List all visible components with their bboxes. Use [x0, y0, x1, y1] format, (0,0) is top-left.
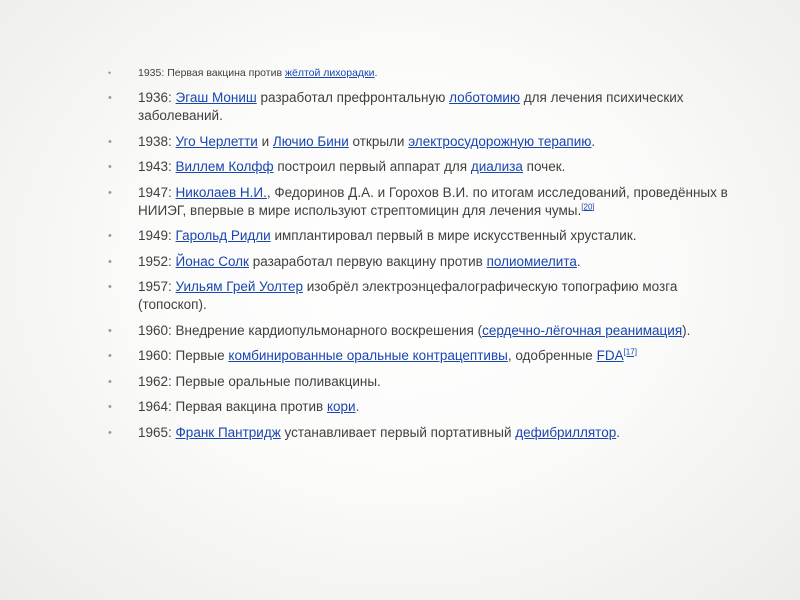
timeline-item-1935 — [108, 66, 728, 80]
link-lobotomy[interactable]: лоботомию — [449, 90, 521, 105]
bullet-icon: • — [108, 92, 112, 104]
item-text: . — [374, 67, 378, 79]
item-text: 1960: Внедрение кардиопульмонарного воскрешения ( — [138, 322, 483, 338]
timeline-item-1949 — [108, 227, 728, 245]
item-text: имплантировал первый в мире искусственный хрусталик. — [270, 228, 637, 243]
bullet-icon: • — [108, 135, 112, 148]
item-text: почек. — [522, 159, 566, 174]
item-text: разаработал первую вакцину против — [248, 253, 487, 269]
item-text: . — [576, 253, 581, 269]
timeline-item-1962 — [108, 373, 728, 391]
link-jonas-salk[interactable]: Йонас Солк — [175, 253, 249, 269]
timeline-item-1957 — [108, 278, 728, 314]
item-text: . — [355, 399, 360, 414]
item-text: 1938: — [138, 133, 176, 149]
item-text: изобрёл электроэнцефалографическую топографию мозга (топоскоп). — [138, 279, 678, 312]
item-text: , одобренные — [507, 348, 597, 363]
timeline-item-1964 — [108, 398, 728, 416]
timeline-item-1965 — [108, 424, 728, 442]
bullet-icon: • — [108, 324, 112, 337]
link-lucio-bini[interactable]: Лючио Бини — [272, 133, 349, 149]
bullet-icon: • — [108, 230, 112, 242]
item-text: устанавливает первый портативный — [280, 424, 516, 440]
item-text: . — [616, 424, 620, 440]
item-text: 1952: — [138, 253, 176, 269]
timeline-item-1936 — [108, 89, 728, 125]
item-text: ). — [682, 322, 691, 338]
link-yellow-fever[interactable]: жёлтой лихорадки — [284, 67, 375, 79]
bullet-icon: • — [108, 401, 112, 413]
item-text: и — [257, 133, 273, 149]
bullet-icon: • — [108, 375, 112, 388]
item-text: 1962: Первые оральные поливакцины. — [138, 373, 381, 389]
timeline-item-1960-contraceptives — [108, 347, 728, 365]
bullet-icon: • — [108, 255, 112, 268]
link-polio[interactable]: полиомиелита — [486, 253, 577, 269]
link-willem-kolff[interactable]: Виллем Колфф — [175, 159, 274, 174]
link-frank-pantridge[interactable]: Франк Пантридж — [175, 424, 281, 440]
item-text: 1965: — [138, 424, 176, 440]
item-text: 1960: Первые — [138, 348, 229, 363]
timeline-item-1960-cpr — [108, 322, 728, 340]
footnote-link-17[interactable]: [17] — [623, 347, 637, 357]
link-cardiopulmonary-resuscitation[interactable]: сердечно-лёгочная реанимация — [482, 322, 683, 338]
link-combined-oral-contraceptives[interactable]: комбинированные оральные контрацептивы — [228, 348, 508, 363]
item-text: 1957: — [138, 279, 176, 294]
link-dialysis[interactable]: диализа — [470, 159, 523, 174]
item-text: открыли — [348, 133, 409, 149]
bullet-icon: • — [108, 68, 112, 78]
link-measles[interactable]: кори — [326, 399, 356, 414]
bullet-icon: • — [108, 161, 112, 173]
link-harold-ridley[interactable]: Гарольд Ридли — [175, 228, 271, 243]
item-text: 1947: — [138, 184, 176, 200]
link-william-grey-walter[interactable]: Уильям Грей Уолтер — [175, 279, 303, 294]
link-egas-moniz[interactable]: Эгаш Мониш — [175, 90, 257, 105]
timeline-list — [108, 66, 728, 449]
item-text: построил первый аппарат для — [273, 159, 471, 174]
item-text: 1949: — [138, 228, 176, 243]
bullet-icon: • — [108, 350, 112, 362]
item-text: 1964: Первая вакцина против — [138, 399, 327, 414]
item-text: 1943: — [138, 159, 176, 174]
item-text: 1936: — [138, 90, 176, 105]
footnote-link-20[interactable]: [20] — [581, 202, 595, 211]
bullet-icon: • — [108, 186, 112, 199]
timeline-item-1943 — [108, 158, 728, 176]
bullet-icon: • — [108, 426, 112, 439]
item-text: . — [591, 133, 596, 149]
link-fda[interactable]: FDA — [596, 348, 624, 363]
timeline-item-1947 — [108, 184, 728, 220]
item-text: разработал префронтальную — [256, 90, 450, 105]
link-ugo-cerletti[interactable]: Уго Черлетти — [175, 133, 258, 149]
item-text: для лечения психических заболеваний. — [138, 90, 684, 123]
item-text: 1935: Первая вакцина против — [138, 67, 285, 79]
timeline-item-1938 — [108, 133, 728, 151]
item-text: , Федоринов Д.А. и Горохов В.И. по итогам исследований, проведённых в НИИЭГ, впервые в мире используют стрептомицин для лечения чумы. — [138, 184, 728, 218]
link-nikolaev[interactable]: Николаев Н.И. — [175, 184, 267, 200]
link-electroconvulsive-therapy[interactable]: электросудорожную терапию — [408, 133, 592, 149]
bullet-icon: • — [108, 281, 112, 293]
link-defibrillator[interactable]: дефибриллятор — [515, 424, 617, 440]
timeline-item-1952 — [108, 253, 728, 271]
